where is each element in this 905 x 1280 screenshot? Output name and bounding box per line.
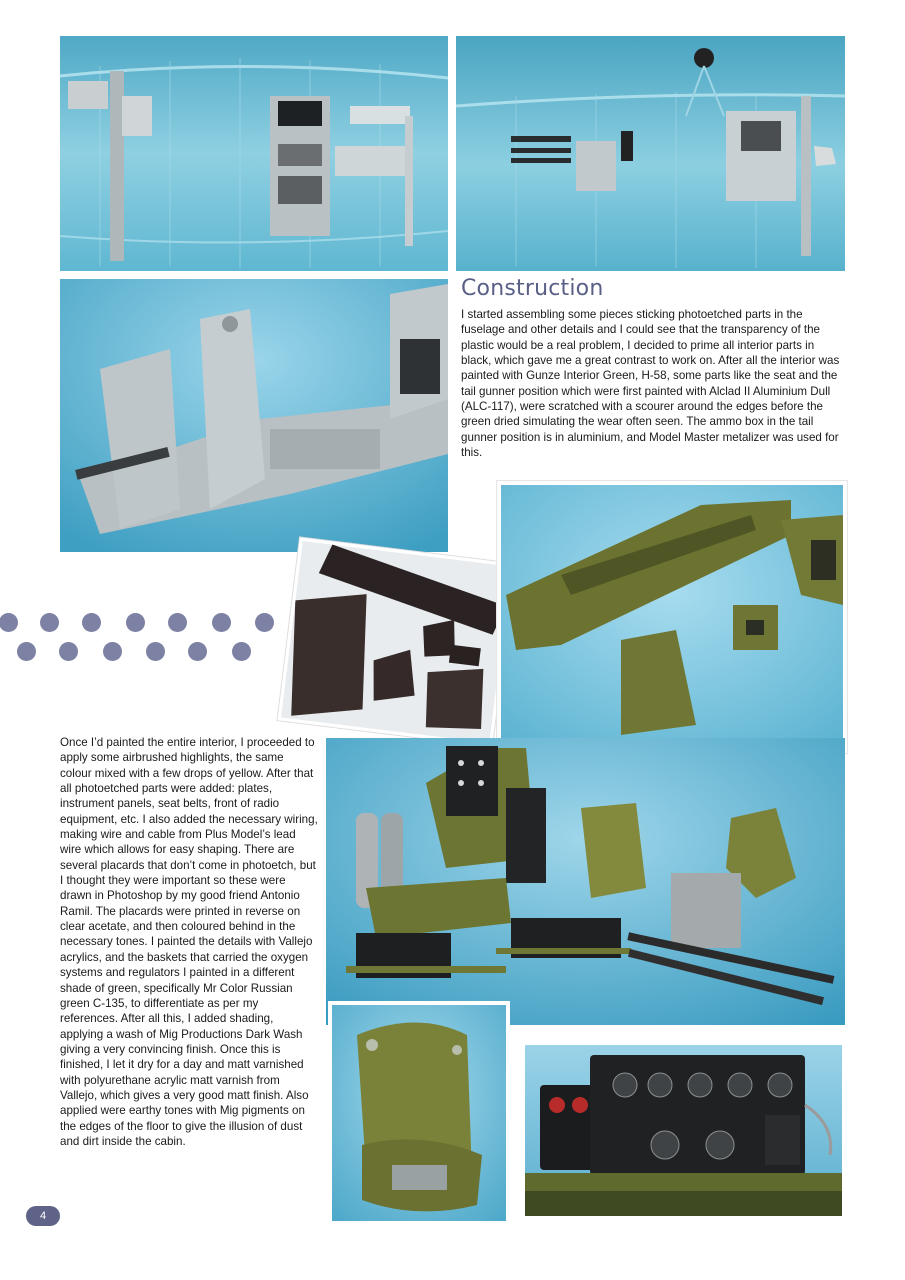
dot (59, 642, 78, 661)
dot (126, 613, 145, 632)
photo-green-subassemblies (326, 738, 845, 1025)
photo-primed-interior (60, 279, 448, 552)
dot (232, 642, 251, 661)
body-paragraph-2: Once I’d painted the entire interior, I proceeded to apply some airbrushed highlights, the same colour mixed with a few drops of yellow. After that all photoetched parts were added: plates, instrument panels, seat belts, front of radio equipment, etc. I also added the necessary wiring, making wire and cable from Plus Model’s lead wire which allows for easy shaping. There are several placards that don’t come in photoetch, but I thought they were important so these were drawn in Photoshop by my good friend Antonio Ramil. The placards were printed in reverse on clear acetate, and then coloured behind in the necessary tones. I painted the details with Vallejo acrylics, and the baskets that carried the oxygen systems and regulators I painted in a different shade of green, specifically Mr Color Russian green C-135, to differentiate as per my references. After all this, I added shading, applying a wash of Mig Productions Dark Wash giving a very convincing finish. Once this is finished, I let it dry for a day and matt varnished with polyurethane acrylic matt varnish from Vallejo, which gives a very good matt finish. Also applied were earthy tones with Mig pigments on the edges of the floor to give the illusion of dust and dirt inside the cabin. (60, 736, 318, 1148)
section-heading: Construction (461, 276, 604, 301)
dot (40, 613, 59, 632)
photo-fuselage-left (60, 36, 448, 271)
dot (82, 613, 101, 632)
body-paragraph-1: I started assembling some pieces sticking photoetched parts in the fuselage and other details and I could see that the transparency of the plastic would be a real problem, I decided to prime all interior parts in black, which gave me a great contrast to work on. After all the interior was painted with Gunze Interior Green, H-58, some parts like the seat and the tail gunner position which were first painted with Alclad II Aluminium Dull (ALC-117), were scratched with a scourer around the edges before the green dried simulating the wear often seen. The ammo box in the tail gunner position is in aluminium, and Model Master metalizer was used for this. (461, 308, 840, 460)
dot (146, 642, 165, 661)
photo-fuselage-right (456, 36, 845, 271)
dot (188, 642, 207, 661)
dot (212, 613, 231, 632)
photo-seat (328, 1001, 510, 1225)
page-number: 4 (26, 1206, 60, 1226)
photo-black-primed-parts (278, 538, 515, 747)
dot (168, 613, 187, 632)
photo-instrument-panel (525, 1045, 842, 1216)
photo-green-floor (497, 481, 847, 753)
dot (255, 613, 274, 632)
dot (103, 642, 122, 661)
dot (17, 642, 36, 661)
dot (0, 613, 18, 632)
